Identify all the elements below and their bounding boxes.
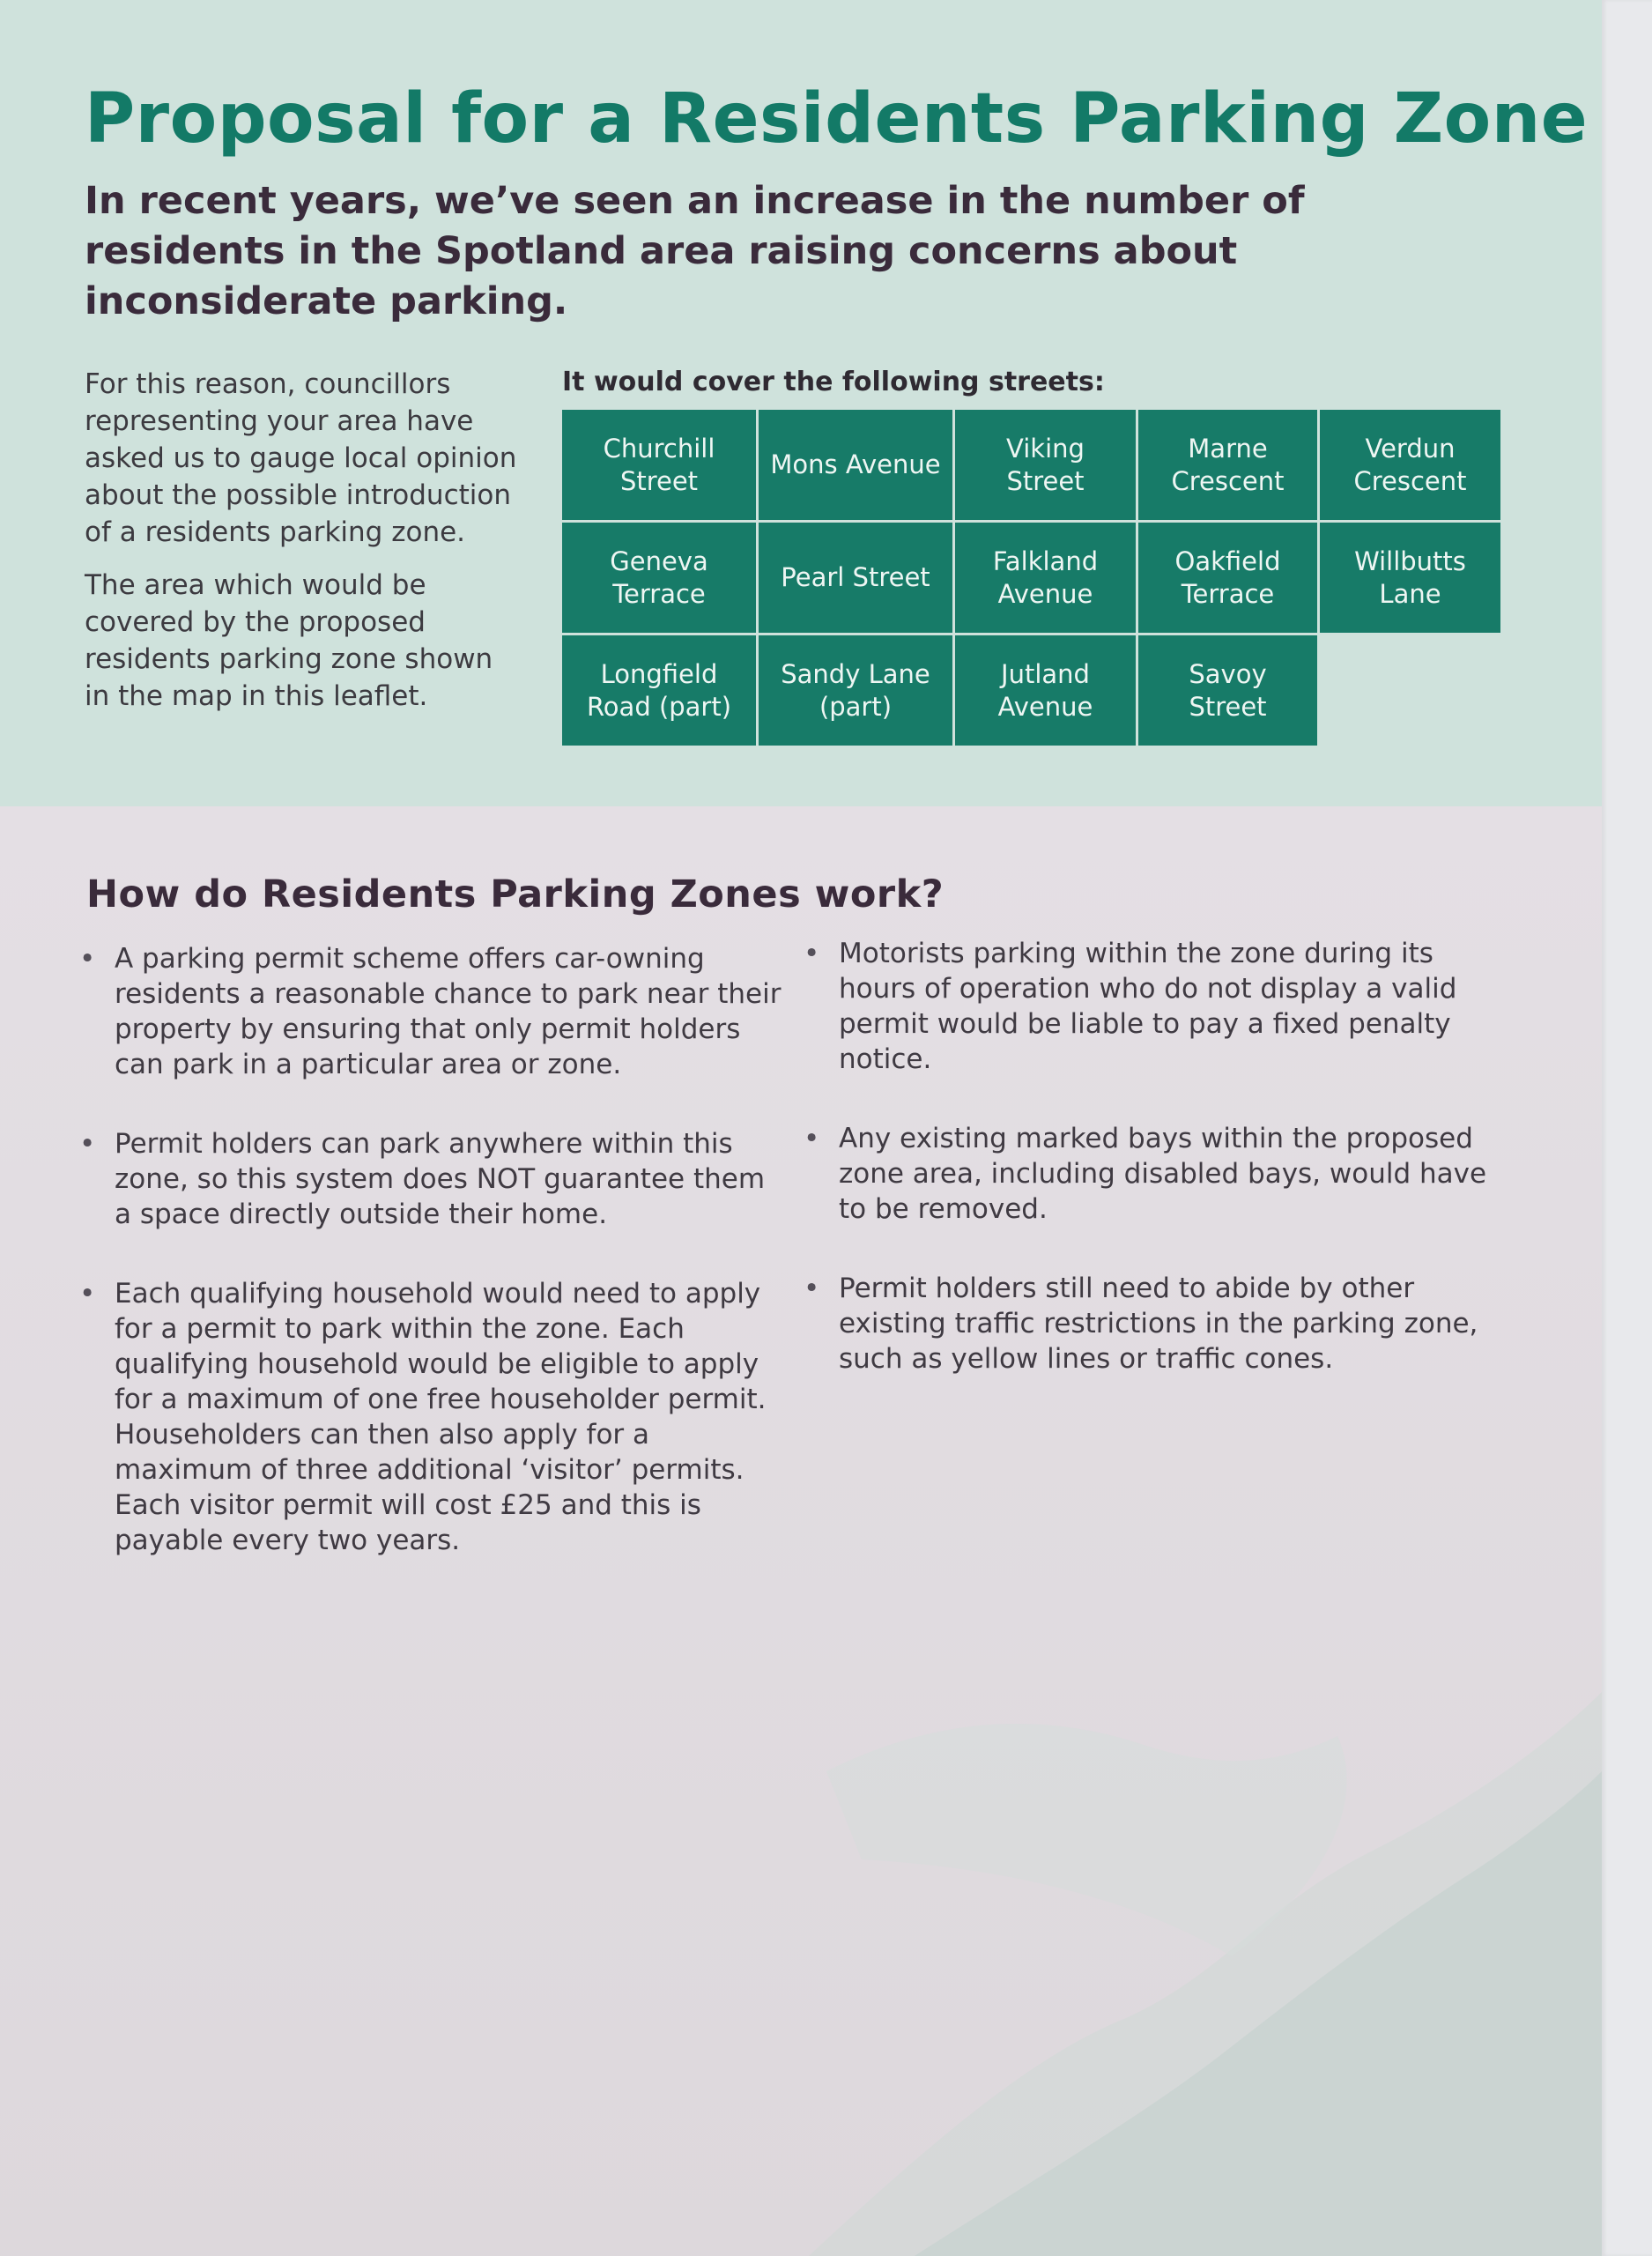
page-title: Proposal for a Residents Parking Zone xyxy=(85,79,1589,159)
street-cell: Verdun Crescent xyxy=(1320,410,1500,520)
street-cell: Longfield Road (part) xyxy=(562,635,756,746)
street-cell: Sandy Lane (part) xyxy=(759,635,952,746)
list-item: • Motorists parking within the zone during its hours of operation who do not display a valid permit would be liable to pay a fixed penalty notice. xyxy=(804,936,1508,1077)
street-cell: Pearl Street xyxy=(759,523,952,633)
street-cell: Marne Crescent xyxy=(1138,410,1317,520)
street-cell: Oakfield Terrace xyxy=(1138,523,1317,633)
list-item: • Any existing marked bays within the proposed zone area, including disabled bays, would have to be removed. xyxy=(804,1121,1508,1227)
list-item: • Permit holders can park anywhere within this zone, so this system does NOT guarantee them a space directly outside their home. xyxy=(79,1126,784,1232)
street-cell: Willbutts Lane xyxy=(1320,523,1500,633)
left-paragraph-1: For this reason, councillors representing your area have asked us to gauge local opinion about the possible introduction of a residents parking zone. xyxy=(85,368,517,548)
street-cell: Churchill Street xyxy=(562,410,756,520)
bullet-list-right xyxy=(804,936,1508,1421)
list-item: • A parking permit scheme offers car-owning residents a reasonable chance to park near their property by ensuring that only permit holders can park in a particular area or zone. xyxy=(79,941,784,1082)
street-cell: Falkland Avenue xyxy=(955,523,1136,633)
streets-grid xyxy=(562,410,1500,746)
left-paragraph-2: The area which would be covered by the proposed residents parking zone shown in the map in this leaflet. xyxy=(85,569,493,712)
section-heading: How do Residents Parking Zones work? xyxy=(86,872,945,916)
street-cell: Geneva Terrace xyxy=(562,523,756,633)
street-cell: Jutland Avenue xyxy=(955,635,1136,746)
list-item: • Each qualifying household would need to apply for a permit to park within the zone. Each qualifying household would be eligible to apply for a maximum of one free householder permit. Householders can then also apply for a maximum of three additional ‘visitor’ permits. Each visitor permit will cost £25 and this is payable every two years. xyxy=(79,1276,784,1558)
empty-cell xyxy=(1320,635,1500,746)
bullet-list-left xyxy=(79,941,784,1602)
left-text-block xyxy=(85,366,525,731)
street-cell: Savoy Street xyxy=(1138,635,1317,746)
intro-text: In recent years, we’ve seen an increase in the number of residents in the Spotland area raising concerns about inconsiderate parking. xyxy=(85,179,1305,323)
decorative-wave-graphic xyxy=(809,1639,1602,2256)
list-item: • Permit holders still need to abide by other existing traffic restrictions in the parking zone, such as yellow lines or traffic cones. xyxy=(804,1271,1508,1377)
page-edge xyxy=(1602,0,1652,2256)
streets-heading: It would cover the following streets: xyxy=(562,367,1105,397)
street-cell: Mons Avenue xyxy=(759,410,952,520)
street-cell: Viking Street xyxy=(955,410,1136,520)
